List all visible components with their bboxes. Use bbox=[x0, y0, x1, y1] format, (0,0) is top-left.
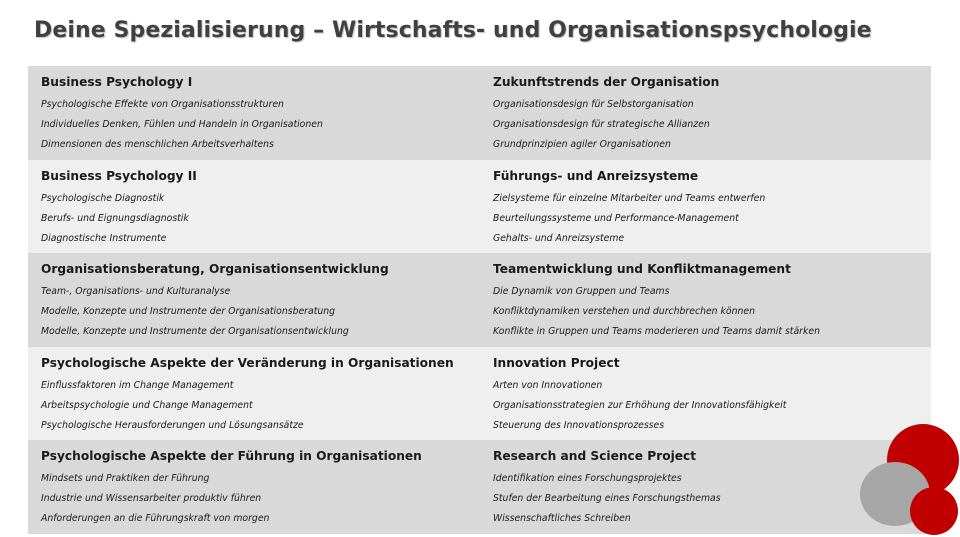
module-veraenderung bbox=[28, 347, 480, 441]
module-topic: Psychologische Diagnostik bbox=[41, 192, 165, 204]
module-fuehrungs-anreizsysteme bbox=[480, 160, 931, 254]
module-topic: Arten von Innovationen bbox=[493, 379, 603, 391]
module-organisationsberatung bbox=[28, 253, 480, 347]
module-topic: Beurteilungssysteme und Performance-Management bbox=[493, 212, 739, 224]
module-innovation-project bbox=[480, 347, 931, 441]
module-topic: Grundprinzipien agiler Organisationen bbox=[493, 139, 671, 150]
module-topic: Identifikation eines Forschungsprojektes bbox=[493, 473, 682, 485]
module-topic: Modelle, Konzepte und Instrumente der Organisationsentwicklung bbox=[41, 326, 349, 338]
module-topic: Team-, Organisations- und Kulturanalyse bbox=[41, 286, 231, 298]
module-topic: Organisationsstrategien zur Erhöhung der Innovationsfähigkeit bbox=[493, 399, 787, 411]
module-topic: Diagnostische Instrumente bbox=[41, 232, 167, 244]
module-topic: Psychologische Effekte von Organisationsstrukturen bbox=[41, 99, 284, 110]
module-topic: Arbeitspsychologie und Change Management bbox=[41, 399, 253, 411]
module-topic: Organisationsdesign für Selbstorganisation bbox=[493, 99, 694, 110]
module-title: Research and Science Project bbox=[493, 449, 697, 464]
module-title: Business Psychology II bbox=[41, 168, 197, 183]
module-title: Business Psychology I bbox=[41, 75, 193, 89]
module-topic: Konfliktdynamiken verstehen und durchbrechen können bbox=[493, 306, 756, 318]
module-topic: Modelle, Konzepte und Instrumente der Organisationsberatung bbox=[41, 306, 336, 318]
module-fuehrung bbox=[28, 440, 480, 534]
module-teamentwicklung bbox=[480, 253, 931, 347]
module-zukunftstrends bbox=[480, 66, 931, 160]
module-title: Führungs- und Anreizsysteme bbox=[493, 168, 699, 183]
module-topic: Die Dynamik von Gruppen und Teams bbox=[493, 286, 670, 298]
module-topic: Psychologische Herausforderungen und Lösungsansätze bbox=[41, 419, 304, 431]
module-title: Zukunftstrends der Organisation bbox=[493, 75, 720, 89]
module-title: Psychologische Aspekte der Veränderung in Organisationen bbox=[41, 355, 454, 370]
decorative-red-small-circle-icon bbox=[910, 487, 958, 535]
module-grid bbox=[28, 66, 931, 534]
module-business-psychology-1 bbox=[28, 66, 480, 160]
module-title: Psychologische Aspekte der Führung in Organisationen bbox=[41, 449, 422, 464]
module-topic: Individuelles Denken, Fühlen und Handeln in Organisationen bbox=[41, 119, 323, 130]
module-topic: Zielsysteme für einzelne Mitarbeiter und Teams entwerfen bbox=[493, 192, 766, 204]
module-topic: Anforderungen an die Führungskraft von morgen bbox=[41, 513, 270, 525]
module-topic: Einflussfaktoren im Change Management bbox=[41, 379, 234, 391]
module-topic: Industrie und Wissensarbeiter produktiv führen bbox=[41, 493, 262, 505]
module-topic: Gehalts- und Anreizsysteme bbox=[493, 232, 625, 244]
module-title: Organisationsberatung, Organisationsentwicklung bbox=[41, 262, 389, 277]
module-topic: Berufs- und Eignungsdiagnostik bbox=[41, 212, 189, 224]
module-topic: Dimensionen des menschlichen Arbeitsverhaltens bbox=[41, 139, 274, 150]
module-topic: Stufen der Bearbeitung eines Forschungsthemas bbox=[493, 493, 721, 505]
module-topic: Mindsets und Praktiken der Führung bbox=[41, 473, 210, 485]
module-topic: Organisationsdesign für strategische Allianzen bbox=[493, 119, 710, 130]
module-topic: Wissenschaftliches Schreiben bbox=[493, 513, 631, 525]
module-business-psychology-2 bbox=[28, 160, 480, 254]
module-topic: Konflikte in Gruppen und Teams moderieren und Teams damit stärken bbox=[493, 326, 820, 338]
module-title: Teamentwicklung und Konfliktmanagement bbox=[493, 262, 791, 277]
module-topic: Steuerung des Innovationsprozesses bbox=[493, 419, 665, 431]
page-title: Deine Spezialisierung – Wirtschafts- und Organisationspsychologie bbox=[34, 18, 872, 43]
module-title: Innovation Project bbox=[493, 355, 620, 370]
